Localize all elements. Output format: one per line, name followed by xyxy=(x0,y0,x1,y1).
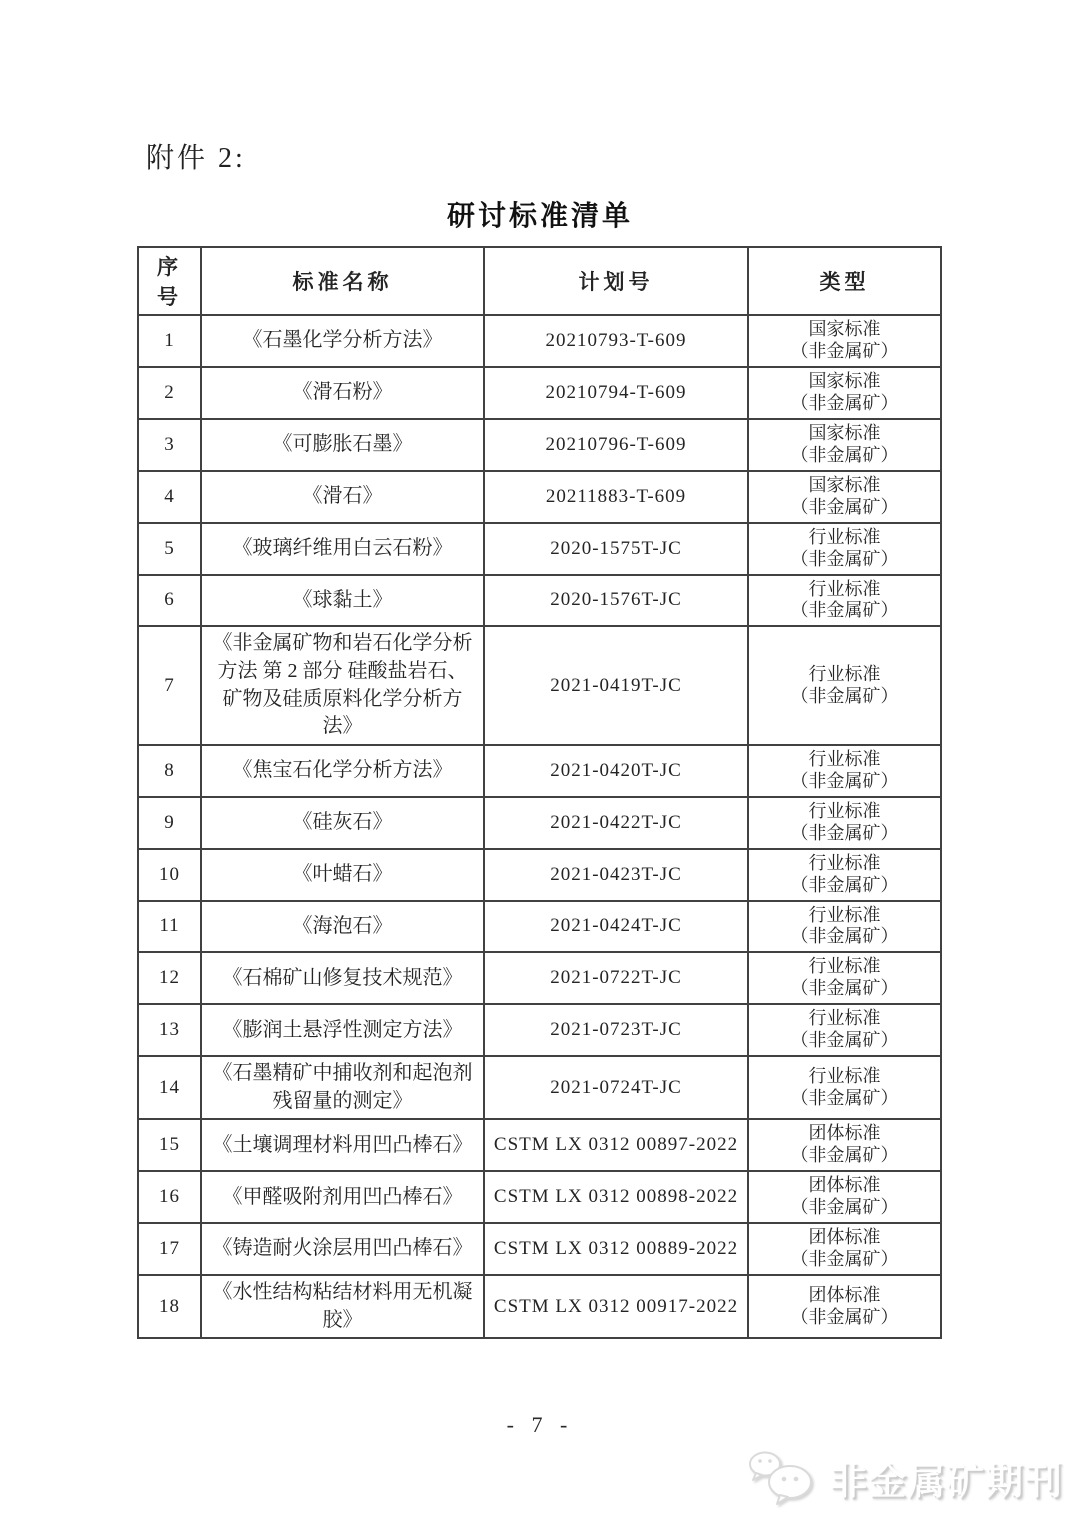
type-category: 行业标准 xyxy=(808,956,881,977)
standard-type-cell xyxy=(748,745,941,797)
standard-name-cell: 《石墨化学分析方法》 xyxy=(201,315,484,367)
type-category: 团体标准 xyxy=(808,1175,881,1196)
type-category: 行业标准 xyxy=(808,1008,881,1029)
plan-number-cell: 2021-0422T-JC xyxy=(484,797,748,849)
type-category: 国家标准 xyxy=(808,370,881,391)
serial-number-cell: 17 xyxy=(138,1223,201,1275)
serial-number-cell: 4 xyxy=(138,471,201,523)
standard-type-cell xyxy=(748,315,941,367)
plan-number-cell: 20211883-T-609 xyxy=(484,471,748,523)
serial-number-cell: 18 xyxy=(138,1275,201,1338)
standard-type-cell xyxy=(748,1119,941,1171)
table-row xyxy=(138,367,941,419)
type-qualifier: （非金属矿） xyxy=(790,496,899,517)
standard-type-cell xyxy=(748,1171,941,1223)
standard-type-cell xyxy=(748,419,941,471)
standard-name-cell: 《玻璃纤维用白云石粉》 xyxy=(201,523,484,575)
table-row xyxy=(138,1119,941,1171)
table-body xyxy=(138,315,941,1338)
type-category: 行业标准 xyxy=(808,526,881,547)
table-row xyxy=(138,1171,941,1223)
standard-type-cell xyxy=(748,1056,941,1119)
standard-type-cell xyxy=(748,575,941,627)
plan-number-cell: 2021-0423T-JC xyxy=(484,849,748,901)
serial-number-cell: 9 xyxy=(138,797,201,849)
standard-name-cell: 《球黏土》 xyxy=(201,575,484,627)
table-row xyxy=(138,1275,941,1338)
type-qualifier: （非金属矿） xyxy=(790,444,899,465)
type-qualifier: （非金属矿） xyxy=(790,1197,899,1218)
type-category: 行业标准 xyxy=(808,748,881,769)
serial-number-cell: 8 xyxy=(138,745,201,797)
type-category: 行业标准 xyxy=(808,800,881,821)
standard-type-cell xyxy=(748,367,941,419)
standard-type-cell xyxy=(748,523,941,575)
table-row xyxy=(138,797,941,849)
journal-name-label: 非金属矿期刊 xyxy=(830,1461,1064,1502)
standard-name-cell: 《可膨胀石墨》 xyxy=(201,419,484,471)
type-category: 行业标准 xyxy=(808,904,881,925)
standards-table xyxy=(137,246,942,1339)
plan-number-cell: 20210793-T-609 xyxy=(484,315,748,367)
journal-watermark xyxy=(746,1449,1064,1507)
plan-number-cell: 2021-0723T-JC xyxy=(484,1004,748,1056)
standard-type-cell xyxy=(748,626,941,744)
standard-name-cell: 《海泡石》 xyxy=(201,901,484,953)
plan-number-cell: 2021-0420T-JC xyxy=(484,745,748,797)
standard-name-cell: 《膨润土悬浮性测定方法》 xyxy=(201,1004,484,1056)
type-category: 国家标准 xyxy=(808,422,881,443)
type-qualifier: （非金属矿） xyxy=(790,770,899,791)
header-type: 类型 xyxy=(748,247,941,315)
type-qualifier: （非金属矿） xyxy=(790,548,899,569)
standard-name-cell: 《石棉矿山修复技术规范》 xyxy=(201,952,484,1004)
serial-number-cell: 3 xyxy=(138,419,201,471)
type-qualifier: （非金属矿） xyxy=(790,926,899,947)
table-row xyxy=(138,901,941,953)
type-category: 团体标准 xyxy=(808,1284,881,1305)
plan-number-cell: CSTM LX 0312 00898-2022 xyxy=(484,1171,748,1223)
type-category: 行业标准 xyxy=(808,852,881,873)
plan-number-cell: 2021-0722T-JC xyxy=(484,952,748,1004)
plan-number-cell: 2021-0424T-JC xyxy=(484,901,748,953)
type-category: 行业标准 xyxy=(808,578,881,599)
attachment-label: 附件 2: xyxy=(146,143,246,174)
type-qualifier: （非金属矿） xyxy=(790,874,899,895)
standard-name-cell: 《硅灰石》 xyxy=(201,797,484,849)
plan-number-cell: 20210796-T-609 xyxy=(484,419,748,471)
header-plan-number: 计划号 xyxy=(484,247,748,315)
table-row xyxy=(138,1004,941,1056)
standard-name-cell: 《土壤调理材料用凹凸棒石》 xyxy=(201,1119,484,1171)
type-category: 团体标准 xyxy=(808,1227,881,1248)
standard-type-cell xyxy=(748,901,941,953)
serial-number-cell: 12 xyxy=(138,952,201,1004)
plan-number-cell: CSTM LX 0312 00917-2022 xyxy=(484,1275,748,1338)
plan-number-cell: 2020-1576T-JC xyxy=(484,575,748,627)
standard-name-cell: 《甲醛吸附剂用凹凸棒石》 xyxy=(201,1171,484,1223)
serial-number-cell: 15 xyxy=(138,1119,201,1171)
standard-name-cell: 《石墨精矿中捕收剂和起泡剂残留量的测定》 xyxy=(201,1056,484,1119)
chat-bubbles-icon xyxy=(746,1449,822,1507)
type-category: 国家标准 xyxy=(808,474,881,495)
standard-type-cell xyxy=(748,471,941,523)
standard-type-cell xyxy=(748,849,941,901)
serial-number-cell: 5 xyxy=(138,523,201,575)
standard-name-cell: 《水性结构粘结材料用无机凝胶》 xyxy=(201,1275,484,1338)
plan-number-cell: 2021-0724T-JC xyxy=(484,1056,748,1119)
type-qualifier: （非金属矿） xyxy=(790,685,899,706)
serial-number-cell: 16 xyxy=(138,1171,201,1223)
standard-type-cell xyxy=(748,797,941,849)
serial-number-cell: 2 xyxy=(138,367,201,419)
serial-number-cell: 7 xyxy=(138,626,201,744)
type-qualifier: （非金属矿） xyxy=(790,392,899,413)
plan-number-cell: CSTM LX 0312 00897-2022 xyxy=(484,1119,748,1171)
table-row xyxy=(138,1223,941,1275)
type-qualifier: （非金属矿） xyxy=(790,978,899,999)
standard-type-cell xyxy=(748,1275,941,1338)
plan-number-cell: 2020-1575T-JC xyxy=(484,523,748,575)
serial-number-cell: 6 xyxy=(138,575,201,627)
header-serial-number: 序号 xyxy=(138,247,201,315)
standard-type-cell xyxy=(748,952,941,1004)
serial-number-cell: 1 xyxy=(138,315,201,367)
plan-number-cell: 2021-0419T-JC xyxy=(484,626,748,744)
serial-number-cell: 10 xyxy=(138,849,201,901)
table-row xyxy=(138,849,941,901)
table-row xyxy=(138,1056,941,1119)
table-row xyxy=(138,523,941,575)
standard-name-cell: 《滑石》 xyxy=(201,471,484,523)
type-category: 行业标准 xyxy=(808,1065,881,1086)
standard-name-cell: 《非金属矿物和岩石化学分析方法 第 2 部分 硅酸盐岩石、矿物及硅质原料化学分析方法》 xyxy=(201,626,484,744)
type-category: 行业标准 xyxy=(808,663,881,684)
standard-name-cell: 《叶蜡石》 xyxy=(201,849,484,901)
page-number: - 7 - xyxy=(506,1412,574,1437)
table-row xyxy=(138,419,941,471)
type-qualifier: （非金属矿） xyxy=(790,600,899,621)
table-row xyxy=(138,626,941,744)
type-qualifier: （非金属矿） xyxy=(790,1249,899,1270)
serial-number-cell: 13 xyxy=(138,1004,201,1056)
standard-name-cell: 《滑石粉》 xyxy=(201,367,484,419)
table-row xyxy=(138,471,941,523)
plan-number-cell: 20210794-T-609 xyxy=(484,367,748,419)
type-qualifier: （非金属矿） xyxy=(790,340,899,361)
type-qualifier: （非金属矿） xyxy=(790,1030,899,1051)
standard-name-cell: 《焦宝石化学分析方法》 xyxy=(201,745,484,797)
table-header-row xyxy=(138,247,941,315)
type-qualifier: （非金属矿） xyxy=(790,822,899,843)
serial-number-cell: 11 xyxy=(138,901,201,953)
plan-number-cell: CSTM LX 0312 00889-2022 xyxy=(484,1223,748,1275)
page-title: 研讨标准清单 xyxy=(446,201,633,232)
standard-name-cell: 《铸造耐火涂层用凹凸棒石》 xyxy=(201,1223,484,1275)
type-qualifier: （非金属矿） xyxy=(790,1145,899,1166)
standard-type-cell xyxy=(748,1223,941,1275)
table-row xyxy=(138,745,941,797)
table-row xyxy=(138,952,941,1004)
table-row xyxy=(138,575,941,627)
type-qualifier: （非金属矿） xyxy=(790,1306,899,1327)
table-row xyxy=(138,315,941,367)
header-standard-name: 标准名称 xyxy=(201,247,484,315)
type-qualifier: （非金属矿） xyxy=(790,1087,899,1108)
type-category: 团体标准 xyxy=(808,1123,881,1144)
serial-number-cell: 14 xyxy=(138,1056,201,1119)
standard-type-cell xyxy=(748,1004,941,1056)
type-category: 国家标准 xyxy=(808,319,881,339)
